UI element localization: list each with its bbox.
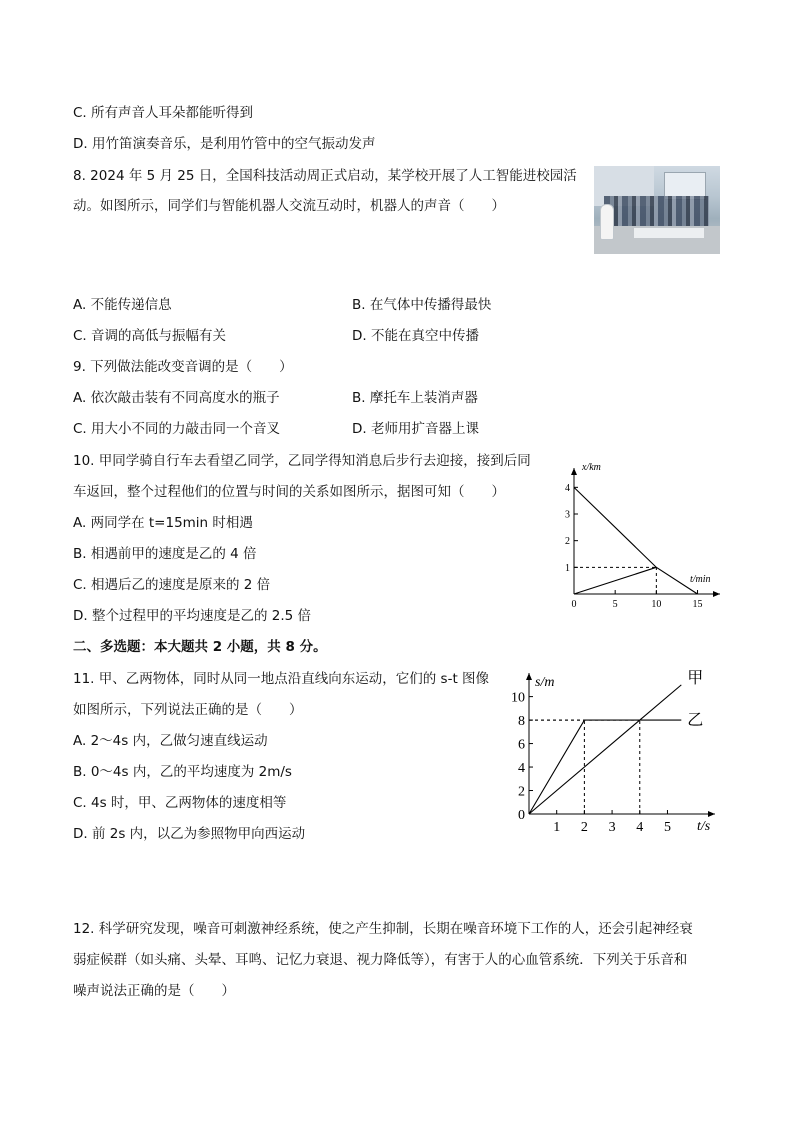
y-axis-arrow (571, 468, 577, 475)
q10-stem-line2: 车返回，整个过程他们的位置与时间的关系如图所示，据图可知（ ） (73, 484, 505, 500)
series-label: 乙 (687, 712, 704, 730)
q10-option-b: B. 相遇前甲的速度是乙的 4 倍 (73, 546, 257, 562)
q12-stem-line3: 噪声说法正确的是（ ） (73, 983, 235, 999)
q10-stem-line1: 10. 甲同学骑自行车去看望乙同学，乙同学得知消息后步行去迎接，接到后同 (73, 453, 531, 469)
y-tick-label: 0 (518, 807, 525, 823)
q8-stem-line1: 8. 2024 年 5 月 25 日，全国科技活动周正式启动，某学校开展了人工智能进校园活 (73, 168, 577, 184)
x-tick-label: 15 (692, 599, 703, 610)
y-tick-label: 10 (511, 690, 525, 706)
x-tick-label: 10 (651, 599, 662, 610)
q10-option-a: A. 两同学在 t=15min 时相遇 (73, 515, 253, 531)
y-tick-label: 2 (565, 536, 570, 548)
y-tick-label: 8 (518, 713, 525, 729)
q9-option-a: A. 依次敲击装有不同高度水的瓶子 (73, 390, 280, 406)
q9-option-b: B. 摩托车上装消声器 (352, 390, 478, 406)
y-tick-label: 4 (565, 482, 570, 494)
q11-option-c: C. 4s 时，甲、乙两物体的速度相等 (73, 795, 287, 811)
q11-option-a: A. 2～4s 内，乙做匀速直线运动 (73, 733, 268, 749)
q11-stem-line2: 如图所示，下列说法正确的是（ ） (73, 702, 303, 718)
q9-stem: 9. 下列做法能改变音调的是（ ） (73, 359, 293, 375)
y-tick-label: 3 (565, 509, 570, 521)
section-2-heading: 二、多选题：本大题共 2 小题，共 8 分。 (73, 639, 327, 655)
y-axis-label: s/m (535, 675, 555, 690)
q8-option-c: C. 音调的高低与振幅有关 (73, 328, 227, 344)
q9-option-c: C. 用大小不同的力敲击同一个音叉 (73, 421, 281, 437)
position-time-chart (550, 452, 730, 622)
x-tick-label: 4 (636, 820, 644, 835)
displacement-time-chart (505, 668, 735, 838)
x-axis-arrow (708, 811, 715, 817)
q7-option-c: C. 所有声音人耳朵都能听得到 (73, 105, 254, 121)
q12-stem-line1: 12. 科学研究发现，噪音可刺激神经系统，使之产生抑制，长期在噪音环境下工作的人，还会引起神经衰 (73, 921, 693, 937)
q8-option-d: D. 不能在真空中传播 (352, 328, 479, 344)
x-tick-label: 5 (612, 599, 618, 610)
x-tick-label: 1 (553, 820, 561, 835)
x-tick-label: 5 (663, 820, 671, 835)
series-line (529, 685, 681, 814)
q10-option-d: D. 整个过程甲的平均速度是乙的 2.5 倍 (73, 608, 312, 624)
y-tick-label: 4 (518, 760, 525, 776)
x-axis-arrow (713, 591, 720, 597)
x-axis-label: t/min (690, 574, 711, 585)
q11-option-d: D. 前 2s 内，以乙为参照物甲向西运动 (73, 826, 306, 842)
x-tick-label: 0 (571, 599, 577, 610)
series-label: 甲 (687, 669, 704, 687)
series-line (574, 487, 698, 594)
x-tick-label: 3 (608, 820, 616, 835)
q8-stem-line2: 动。如图所示，同学们与智能机器人交流互动时，机器人的声音（ ） (73, 198, 505, 214)
q7-option-d: D. 用竹笛演奏音乐，是利用竹管中的空气振动发声 (73, 136, 376, 152)
q11-stem-line1: 11. 甲、乙两物体，同时从同一地点沿直线向东运动，它们的 s-t 图像 (73, 671, 490, 687)
series-line (529, 720, 681, 814)
q11-option-b: B. 0～4s 内，乙的平均速度为 2m/s (73, 764, 292, 780)
robot-classroom-photo (594, 166, 720, 254)
y-axis-label: x/km (582, 462, 601, 473)
x-tick-label: 2 (580, 820, 588, 835)
q8-option-a: A. 不能传递信息 (73, 297, 172, 313)
y-tick-label: 2 (518, 784, 525, 800)
y-axis-arrow (526, 673, 532, 680)
q10-option-c: C. 相遇后乙的速度是原来的 2 倍 (73, 577, 271, 593)
x-axis-label: t/s (697, 819, 711, 834)
q12-stem-line2: 弱症候群（如头痛、头晕、耳鸣、记忆力衰退、视力降低等），有害于人的心血管系统．下列关于乐音和 (73, 952, 688, 968)
y-tick-label: 6 (518, 737, 525, 753)
q8-option-b: B. 在气体中传播得最快 (352, 297, 492, 313)
y-tick-label: 1 (565, 562, 570, 574)
q9-option-d: D. 老师用扩音器上课 (352, 421, 479, 437)
